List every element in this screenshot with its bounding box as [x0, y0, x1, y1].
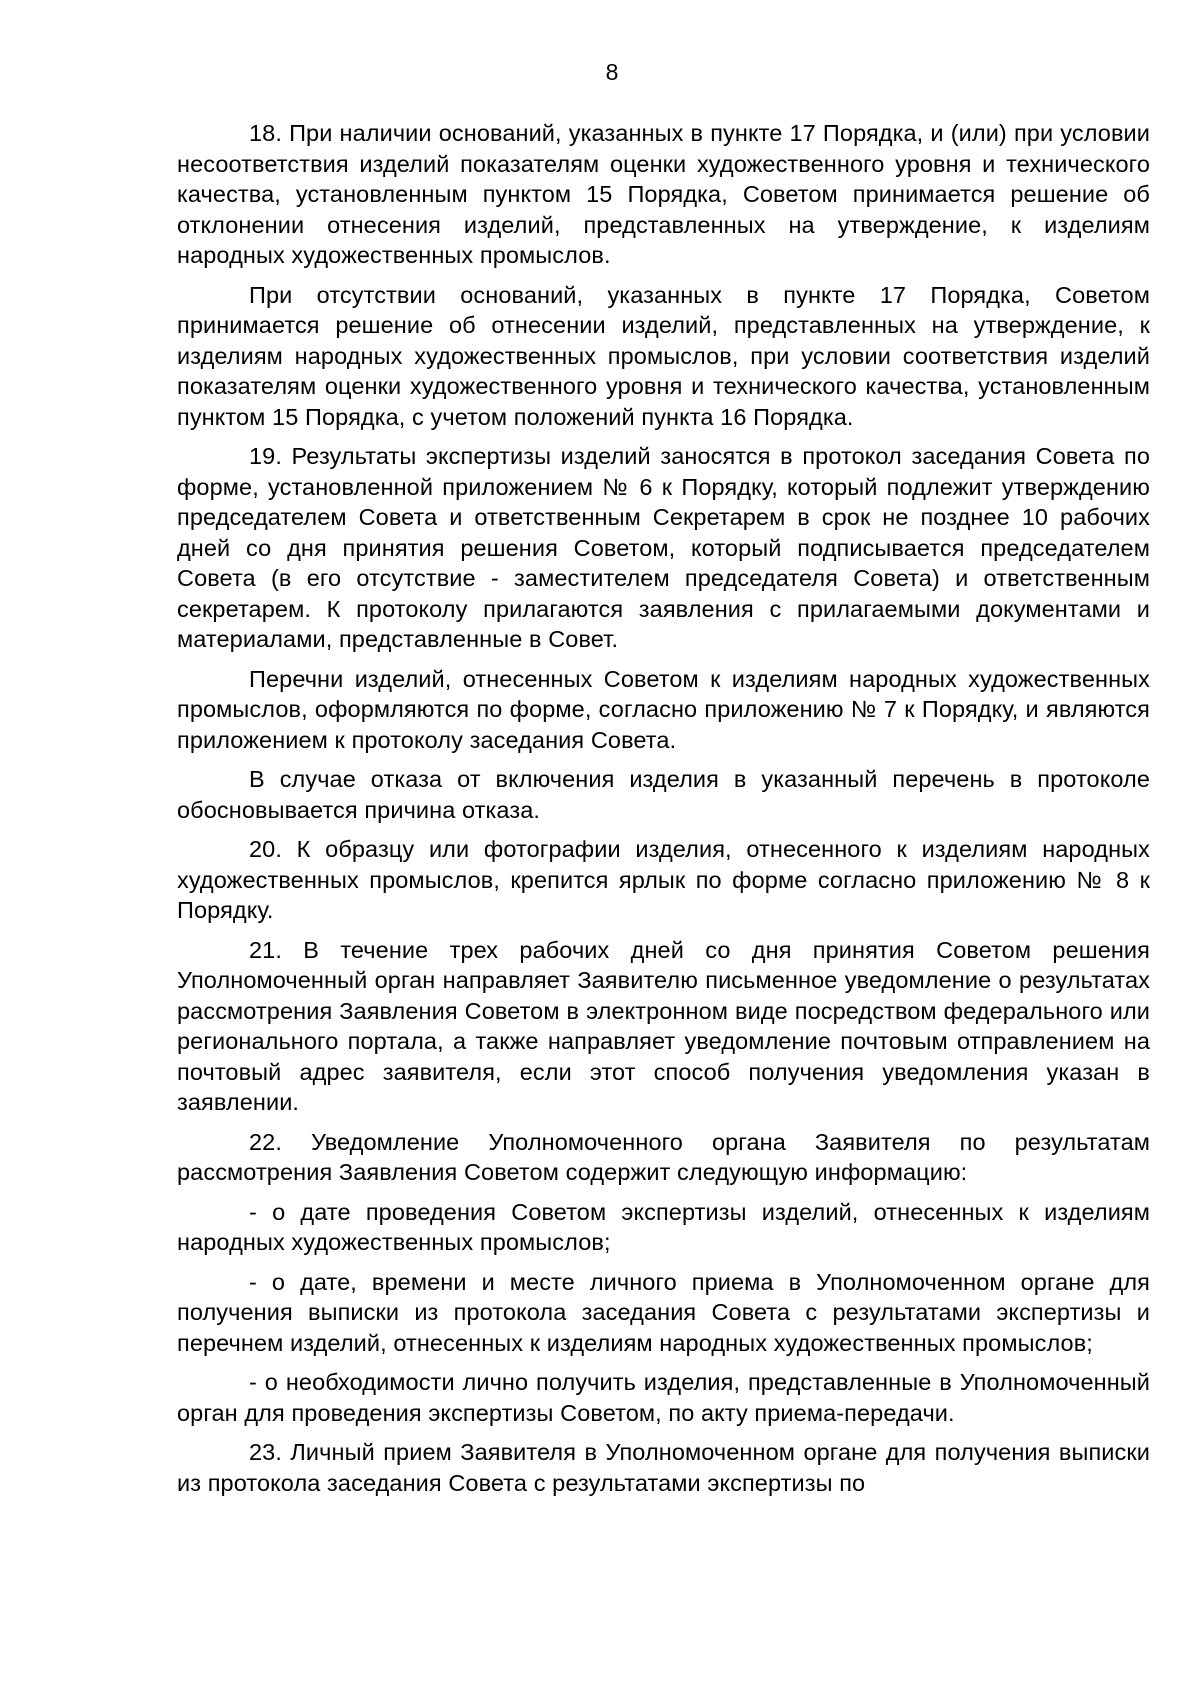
paragraph-23: 23. Личный прием Заявителя в Уполномоченном органе для получения выписки из протокола заседания Совета с результатами экспертизы по — [177, 1439, 1150, 1496]
list-item-collect-items: - о необходимости лично получить изделия, представленные в Уполномоченный орган для проведения экспертизы Советом, по акту приема-передачи. — [177, 1369, 1150, 1426]
paragraph-22: 22. Уведомление Уполномоченного органа Заявителя по результатам рассмотрения Заявления Советом содержит следующую информацию: — [177, 1128, 1150, 1185]
paragraph-19-lists: Перечни изделий, отнесенных Советом к изделиям народных художественных промыслов, оформляются по форме, согласно приложению № 7 к Порядку, и являются приложением к протоколу заседания Совета. — [177, 665, 1150, 753]
paragraph-18-continued: При отсутствии оснований, указанных в пункте 17 Порядка, Советом принимается решение об отнесении изделий, представленных на утверждение, к изделиям народных художественных промыслов, при условии соответствия изделий показателям оценки художественного уровня и технического качества, установленным пунктом 15 Порядка, с учетом положений пункта 16 Порядка. — [177, 281, 1150, 430]
paragraph-19-refusal: В случае отказа от включения изделия в указанный перечень в протоколе обосновывается причина отказа. — [177, 766, 1150, 823]
list-item-expertise-date: - о дате проведения Советом экспертизы изделий, отнесенных к изделиям народных художественных промыслов; — [177, 1198, 1150, 1255]
paragraph-18: 18. При наличии оснований, указанных в пункте 17 Порядка, и (или) при условии несоответствия изделий показателям оценки художественного уровня и технического качества, установленным пунктом 15 Порядка, Советом принимается решение об отклонении отнесения изделий, представленных на утверждение, к изделиям народных художественных промыслов. — [177, 120, 1150, 268]
paragraph-21: 21. В течение трех рабочих дней со дня принятия Советом решения Уполномоченный орган направляет Заявителю письменное уведомление о результатах рассмотрения Заявления Советом в электронном виде посредством федерального или регионального портала, а также направляет уведомление почтовым отправлением на почтовый адрес заявителя, если этот способ получения уведомления указан в заявлении. — [177, 936, 1150, 1115]
page-number: 8 — [605, 59, 619, 85]
document-body — [177, 118, 1150, 1507]
list-item-reception: - о дате, времени и месте личного приема в Уполномоченном органе для получения выписки из протокола заседания Совета с результатами экспертизы и перечнем изделий, отнесенных к изделиям народных художественных промыслов; — [177, 1268, 1150, 1356]
paragraph-20: 20. К образцу или фотографии изделия, отнесенного к изделиям народных художественных промыслов, крепится ярлык по форме согласно приложению № 8 к Порядку. — [177, 836, 1150, 923]
paragraph-19: 19. Результаты экспертизы изделий заносятся в протокол заседания Совета по форме, установленной приложением № 6 к Порядку, который подлежит утверждению председателем Совета и ответственным Секретарем в срок не позднее 10 рабочих дней со дня принятия решения Советом, который подписывается председателем Совета (в его отсутствие - заместителем председателя Совета) и ответственным секретарем. К протоколу прилагаются заявления с прилагаемыми документами и материалами, представленные в Совет. — [177, 443, 1150, 652]
